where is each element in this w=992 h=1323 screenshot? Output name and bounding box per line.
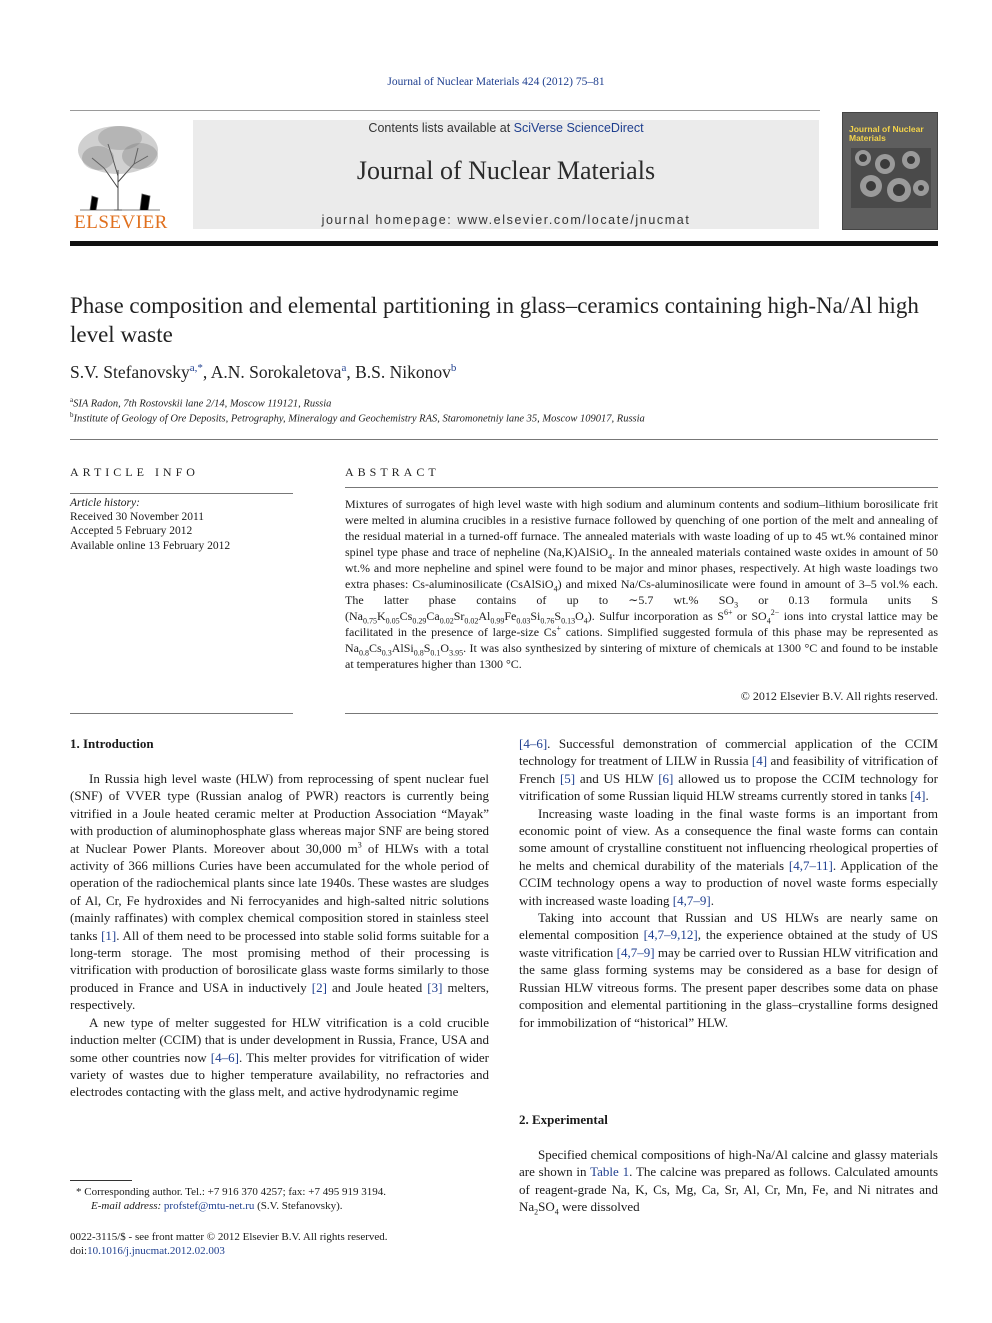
article-history-label: Article history: [70,497,140,509]
paragraph: In Russia high level waste (HLW) from reprocessing of spent nuclear fuel (SNF) of VVER type (Russian analog of PWR) reactors is currently being vitrified in a Joule heated ceramic melter at Production Association “Mayak” with production of aluminophosphate glass whereas major SNF are being stored at Nuclear Power Plants. Moreover about 30,000 $m^3$ of HLWs with a total activity of 366 millions Curies have been accumulated for the whole period of operation of the radiochemical plants since late 1940s. These wastes are sludges of Al, Cr, Fe hydroxides and Ni ferrocyanides and high-salted nitric solutions (mainly raffinates) with complex chemical composition stored in stainless steel tanks [1]. All of them need to be processed into stable solid forms suitable for a long-term storage. The most promising method of their processing is vitrification with production of borosilicate glass waste forms similarly to those produced in France and USA in inductively [2] and Joule heated [3] melters, respectively. [70,771,489,1013]
footnote-rule [70,1180,132,1181]
journal-title: Journal of Nuclear Materials [356,156,656,185]
header-thick-rule [70,241,938,246]
body-column-right-continued [519,1146,938,1216]
citation-link[interactable]: [4,7–9] [672,892,711,908]
paragraph: A new type of melter suggested for HLW vitrification is a cold crucible induction melter (CCIM) that is under development in Russia, France, USA and some other countries now [4–6]. This melter provides for vitrification of wider variety of wastes due to higher temperature availability, no refractories and electrodes contacting with the glass melt, and active hydrodynamic regime [70,1014,489,1100]
citation-link[interactable]: [4] [751,753,768,769]
affiliation-text: SIA Radon, 7th Rostovskii lane 2/14, Moscow 119121, Russia [73,398,332,410]
citation-link[interactable]: [4] [910,788,926,804]
email-note [91,1200,343,1212]
elsevier-wordmark[interactable]: ELSEVIER [74,212,168,233]
affiliation-a [70,396,331,410]
abstract-text: Mixtures of surrogates of high level waste with high sodium and aluminum contents and sodium–lithium borosilicate frit were melted in alumina crucibles in a resistive furnace followed by quenching of one portion of the melt and annealing of the residual material in a turned-off furnace. The annealed materials with waste loading of up to 45 wt.% contained minor spinel type phase and trace of nepheline (Na,K)AlSiO$_4$. In the annealed materials contained waste oxides in amount of 50 wt.% and more nepheline and spinel were found to be major and minor phases, respectively. At high waste loadings two extra phases: Cs-aluminosilicate (CsAlSiO$_4$) and mixed Na/Cs-aluminosilicate were found in amount of 3–5 vol.% each. The latter phase contains of up to ∼5.7 wt.% $SO_3$ or 0.13 formula units S $(Na_{0.75}K_{0.05}Cs_{0.29}Ca_{0.02}Sr_{0.02}Al_{0.99}Fe_{0.03}Si_{0.76}S_{0.13}O_4)$. Sulfur incorporation as $S^{6+}$ or $SO_4^{2-}$ ions into crystal lattice may be facilitated in the presence of large-size Cs+ cations. Simplified suggested formula of this phase may be represented as $Na_{0.8}Cs_{0.3}AlSi_{0.8}S_{0.1}O_{3.95}$. It was also synthesized by sintering of mixture of chemicals at 1300 °C and found to be instable at temperatures higher than 1300 °C. [345,497,939,671]
email-link[interactable]: profstef@mtu-net.ru [163,1200,255,1212]
citation-link[interactable]: [4,7–9] [616,944,655,960]
divider [345,487,938,488]
citation-link[interactable]: [4,7–11] [788,857,833,873]
online-date: Available online 13 February 2012 [70,540,231,552]
divider [70,439,938,440]
divider [345,713,938,714]
abstract-heading: ABSTRACT [345,465,440,479]
email-suffix: (S.V. Stefanovsky). [254,1200,343,1212]
divider [70,493,293,494]
author-affiliation-marker[interactable]: b [450,362,457,375]
cover-title: Journal of Nuclear Materials [849,124,924,143]
contents-prefix: Contents lists available at [368,121,514,135]
body-column-left [70,770,489,1101]
citation-link[interactable]: [5] [559,770,576,786]
author-name[interactable]: A.N. Sorokaletova [210,362,342,382]
body-column-right [519,735,938,1031]
paragraph: Increasing waste loading in the final waste forms is an important from economic point of view. As a consequence the final waste forms can contain some amount of crystalline constituent not influencing rheological properties of he melts and chemical durability of the materials [4,7–11]. Application of the CCIM technology opens a way to production of novel waste forms especially with increased waste loading [4,7–9]. [519,805,938,908]
author-affiliation-marker[interactable]: a,* [189,362,203,375]
citation-link[interactable]: [4,7–9,12] [643,927,698,943]
affiliation-b [70,411,645,425]
section-heading-introduction: 1. Introduction [70,736,154,751]
doi-note [70,1245,225,1257]
citation-link[interactable]: [4–6] [519,736,548,751]
journal-citation[interactable]: Journal of Nuclear Materials 424 (2012) 75–81 [387,76,605,88]
paragraph: Specified chemical compositions of high-Na/Al calcine and glassy materials are shown in Table 1. The calcine was prepared as follows. Calculated amounts of reagent-grade Na, K, Cs, Mg, Ca, Sr, Al, Cr, Mn, Fe, and Ni nitrates and $Na_2SO_4$ were dissolved [519,1147,939,1217]
citation-link[interactable]: [1] [101,927,117,943]
author-name[interactable]: B.S. Nikonov [355,362,451,382]
author-affiliation-marker[interactable]: a [341,362,347,375]
citation-link[interactable]: [6] [658,770,674,786]
citation-link[interactable]: [4–6] [210,1049,239,1065]
table-link[interactable]: Table 1 [590,1164,630,1180]
affiliation-marker: a [70,396,74,404]
copyright-notice: © 2012 Elsevier B.V. All rights reserved. [740,689,938,703]
header-rule [70,110,820,111]
affiliation-text: Institute of Geology of Ore Deposits, Petrography, Mineralogy and Geochemistry RAS, Staromonetniy lane 35, Moscow 109017, Russia [73,413,645,425]
corresponding-author-note: * Corresponding author. Tel.: +7 916 370 4257; fax: +7 495 919 3194. [76,1186,386,1198]
author-name[interactable]: S.V. Stefanovsky [70,362,190,382]
citation-link[interactable]: [2] [311,979,327,995]
journal-cover-thumbnail[interactable] [842,112,938,230]
section-heading-experimental: 2. Experimental [519,1112,608,1127]
paper-title: Phase composition and elemental partitioning in glass–ceramics containing high-Na/Al high level waste [70,293,919,347]
cover-micrograph-icon [851,148,931,208]
affiliation-marker: b [70,411,74,419]
paragraph: [4–6]. Successful demonstration of commercial application of the CCIM technology for treatment of LILW in Russia [4] and feasibility of vitrification of French [5] and US HLW [6] allowed us to propose the CCIM technology for vitrification of some Russian liquid HLW streams currently stored in tanks [4]. [519,736,938,804]
sciencedirect-link[interactable]: SciVerse ScienceDirect [513,121,644,135]
contents-line [193,121,819,135]
paragraph: Taking into account that Russian and US HLWs are nearly same on elemental composition [4,7–9,12], the experience obtained at the study of US waste vitrification [4,7–9] may be carried over to Russian HLW vitrification and the same glass forming systems may be considered as a base for design of Russian HLW vitreous forms. The present paper describes some data on phase composition and elemental partitioning in the glass–crystalline forms designed for immobilization of “historical” HLW. [519,910,939,1030]
citation-link[interactable]: [3] [427,979,443,995]
author-list: S.V. Stefanovsky$^{a,*}$, A.N. Sorokaletova$^a$, B.S. Nikonov$^b$ [70,362,457,382]
journal-homepage[interactable]: journal homepage: www.elsevier.com/locate/jnucmat [321,213,691,227]
received-date: Received 30 November 2011 [70,511,205,523]
article-info-heading: ARTICLE INFO [70,465,199,479]
accepted-date: Accepted 5 February 2012 [70,525,193,537]
divider [70,713,293,714]
issn-note: 0022-3115/$ - see front matter © 2012 Elsevier B.V. All rights reserved. [70,1231,388,1243]
email-label: E-mail address: [91,1200,164,1212]
doi-label: doi: [70,1245,88,1257]
doi-link[interactable]: 10.1016/j.jnucmat.2012.02.003 [87,1245,225,1257]
